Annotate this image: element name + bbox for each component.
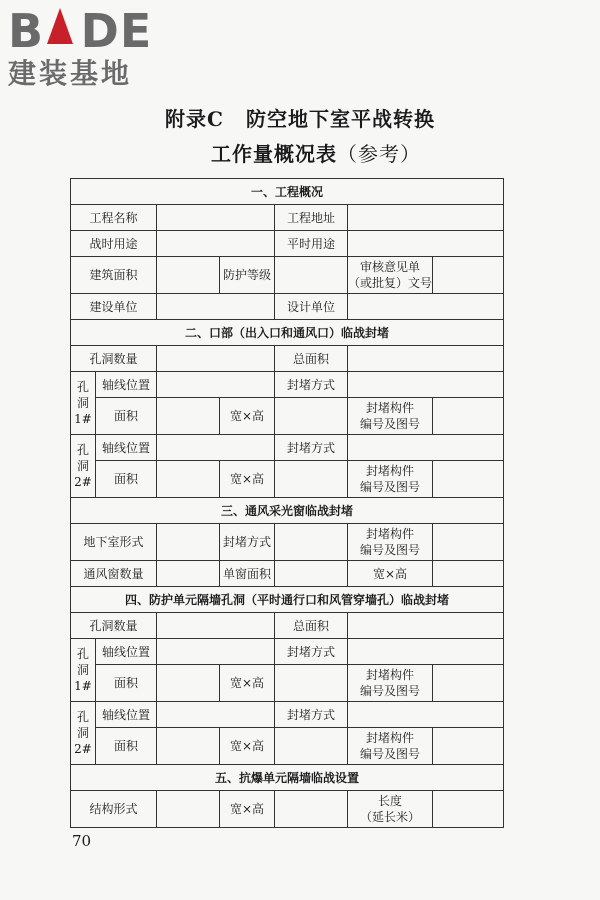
field-value: [275, 398, 348, 435]
field-value: [157, 372, 275, 398]
field-value: [157, 398, 220, 435]
field-value: [348, 372, 504, 398]
field-value: [157, 346, 275, 372]
field-value: [275, 728, 348, 765]
field-label: 结构形式: [71, 791, 157, 828]
field-value: [348, 294, 504, 320]
field-label: 封堵方式: [275, 372, 348, 398]
field-value: [275, 665, 348, 702]
field-label: 封堵方式: [275, 639, 348, 665]
field-value: [157, 791, 220, 828]
field-label: 封堵构件 编号及图号: [348, 461, 433, 498]
page-number: 70: [72, 832, 92, 850]
field-value: [348, 639, 504, 665]
field-label: 宽×高: [220, 461, 275, 498]
field-label: 轴线位置: [96, 435, 157, 461]
field-value: [348, 346, 504, 372]
field-value: [157, 561, 220, 587]
field-value: [275, 791, 348, 828]
field-label: 单窗面积: [220, 561, 275, 587]
section-title: 四、防护单元隔墙孔洞（平时通行口和风管穿墙孔）临战封堵: [71, 587, 504, 613]
hole-label: 孔 洞 2#: [71, 435, 96, 498]
field-label: 面积: [96, 398, 157, 435]
field-label: 长度 （延长米）: [348, 791, 433, 828]
title-sub: 工作量概况表: [211, 142, 337, 166]
field-label: 孔洞数量: [71, 346, 157, 372]
field-label: 宽×高: [220, 398, 275, 435]
field-label: 设计单位: [275, 294, 348, 320]
field-label: 战时用途: [71, 231, 157, 257]
field-value: [433, 665, 504, 702]
field-label: 轴线位置: [96, 702, 157, 728]
field-label: 面积: [96, 461, 157, 498]
field-value: [348, 205, 504, 231]
hole-label: 孔 洞 1#: [71, 639, 96, 702]
field-label: 总面积: [275, 613, 348, 639]
field-value: [157, 702, 275, 728]
title-note: （参考）: [337, 142, 421, 166]
field-label: 宽×高: [220, 665, 275, 702]
hole-label: 孔 洞 2#: [71, 702, 96, 765]
field-value: [433, 561, 504, 587]
field-value: [157, 231, 275, 257]
section-title: 一、工程概况: [71, 179, 504, 205]
field-label: 封堵构件 编号及图号: [348, 398, 433, 435]
field-label: 宽×高: [220, 728, 275, 765]
field-value: [157, 257, 220, 294]
field-label: 宽×高: [220, 791, 275, 828]
field-value: [348, 613, 504, 639]
field-label: 封堵构件 编号及图号: [348, 728, 433, 765]
field-value: [433, 257, 504, 294]
field-label: 封堵构件 编号及图号: [348, 665, 433, 702]
field-value: [433, 524, 504, 561]
field-label: 封堵构件 编号及图号: [348, 524, 433, 561]
field-label: 平时用途: [275, 231, 348, 257]
field-label: 建筑面积: [71, 257, 157, 294]
field-value: [433, 791, 504, 828]
field-value: [275, 461, 348, 498]
field-value: [157, 435, 275, 461]
field-label: 轴线位置: [96, 639, 157, 665]
title-main: 防空地下室平战转换: [245, 107, 435, 131]
hole-label: 孔 洞 1#: [71, 372, 96, 435]
field-label: 审核意见单 （或批复）文号: [348, 257, 433, 294]
field-label: 轴线位置: [96, 372, 157, 398]
field-label: 面积: [96, 665, 157, 702]
field-value: [348, 435, 504, 461]
field-value: [348, 702, 504, 728]
section-title: 五、抗爆单元隔墙临战设置: [71, 765, 504, 791]
field-label: 封堵方式: [275, 702, 348, 728]
field-label: 总面积: [275, 346, 348, 372]
appendix-label: 附录C: [165, 107, 224, 131]
field-label: 宽×高: [348, 561, 433, 587]
field-label: 地下室形式: [71, 524, 157, 561]
field-value: [157, 205, 275, 231]
field-value: [275, 524, 348, 561]
field-label: 孔洞数量: [71, 613, 157, 639]
field-label: 工程名称: [71, 205, 157, 231]
field-value: [348, 231, 504, 257]
field-value: [275, 561, 348, 587]
bade-logo: [8, 6, 183, 98]
field-label: 封堵方式: [220, 524, 275, 561]
logo-subtitle: 建装基地: [8, 57, 133, 90]
field-value: [157, 639, 275, 665]
field-label: 面积: [96, 728, 157, 765]
page-title-line2: [0, 138, 600, 167]
field-label: 通风窗数量: [71, 561, 157, 587]
field-value: [157, 665, 220, 702]
field-value: [433, 728, 504, 765]
section-title: 三、通风采光窗临战封堵: [71, 498, 504, 524]
section-title: 二、口部（出入口和通风口）临战封堵: [71, 320, 504, 346]
field-label: 建设单位: [71, 294, 157, 320]
field-value: [157, 461, 220, 498]
field-value: [157, 613, 275, 639]
field-label: 防护等级: [220, 257, 275, 294]
field-value: [157, 728, 220, 765]
page-title-line1: [0, 103, 600, 132]
field-value: [433, 398, 504, 435]
field-value: [157, 294, 275, 320]
field-value: [157, 524, 220, 561]
field-label: 封堵方式: [275, 435, 348, 461]
field-label: 工程地址: [275, 205, 348, 231]
field-value: [433, 461, 504, 498]
logo-wordmark: B DE: [8, 4, 153, 58]
workload-form-table: [70, 178, 504, 828]
field-value: [275, 257, 348, 294]
